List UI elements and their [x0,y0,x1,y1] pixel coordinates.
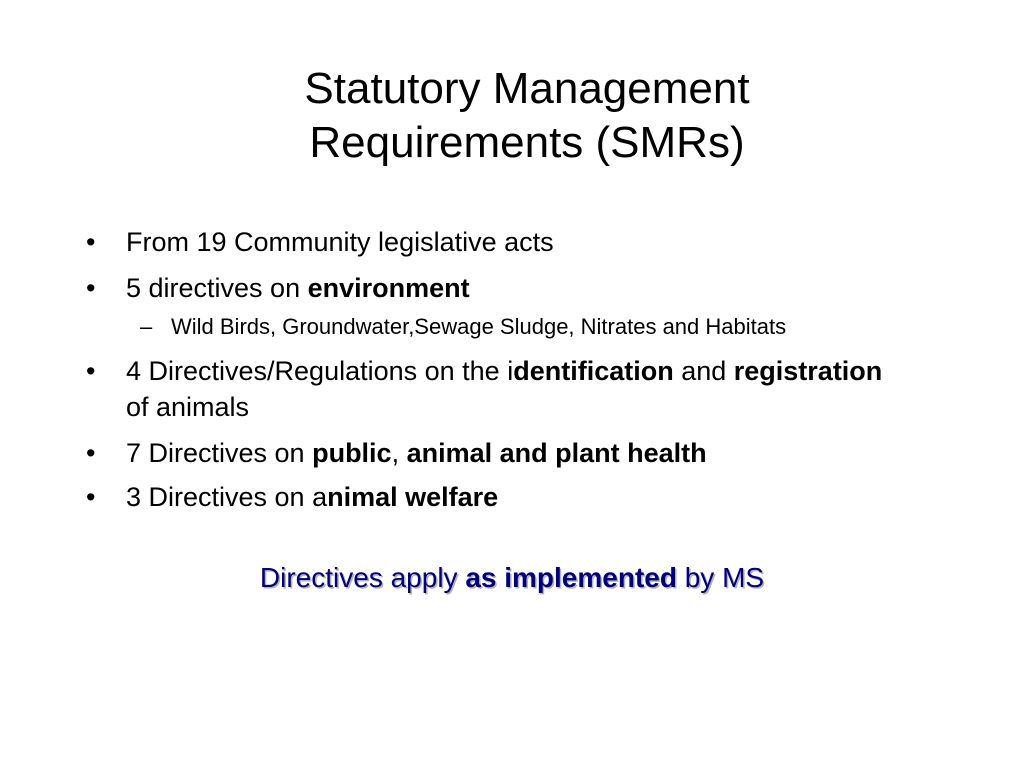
sub-bullet-text: Wild Birds, Groundwater,Sewage Sludge, Nitrates and Habitats [171,314,787,339]
note-emphasis: as implemented [465,562,677,593]
sub-bullet-item-directives-list [84,312,904,341]
title-line-2: Requirements (SMRs) [309,118,745,167]
bullet-marker: • [86,273,96,303]
bullet-item-identification [84,353,904,425]
bullet-list [84,224,904,525]
bullet-marker: • [86,482,96,512]
bullet-item-animal-welfare [84,479,904,515]
bullet-text: , [391,438,407,468]
note-text: Directives apply [259,562,466,593]
note-text: by MS [676,562,765,593]
bullet-item-health [84,435,904,471]
bullet-emphasis: environment [307,273,470,303]
bullet-emphasis: registration [733,356,883,386]
slide-title [150,62,904,170]
sub-bullet-marker: – [140,314,153,339]
implementation-note [84,559,940,597]
bullet-emphasis: dentification [513,356,674,386]
bullet-emphasis: nimal welfare [327,482,499,512]
bullet-text: From 19 Community legislative acts [126,227,554,257]
bullet-text: 4 Directives/Regulations on the i [126,356,514,386]
bullet-emphasis: public [312,438,392,468]
bullet-marker: • [86,227,96,257]
bullet-marker: • [86,356,96,386]
bullet-text: of animals [126,392,250,422]
bullet-emphasis: animal and plant health [406,438,707,468]
bullet-text: 5 directives on [126,273,308,303]
title-line-1: Statutory Management [304,64,750,113]
bullet-marker: • [86,438,96,468]
bullet-text: 3 Directives on a [126,482,328,512]
bullet-text: 7 Directives on [126,438,313,468]
bullet-text: and [673,356,734,386]
bullet-item-environment [84,270,904,306]
bullet-item-legislative-acts [84,224,904,260]
